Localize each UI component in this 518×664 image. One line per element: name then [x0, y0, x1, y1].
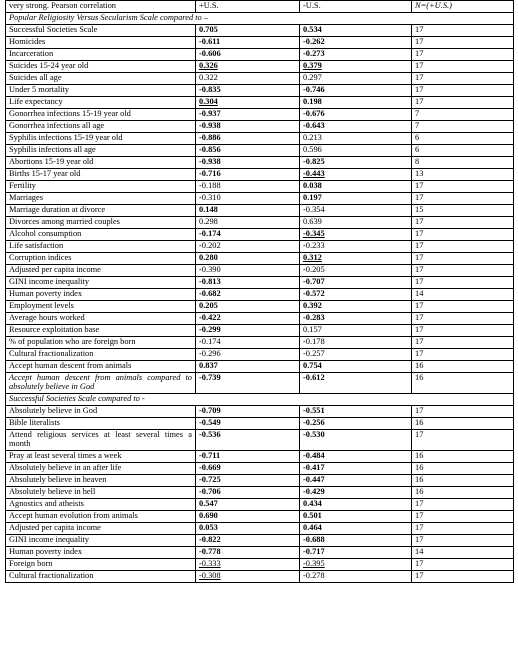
- us-minus-value: 0.534: [300, 25, 412, 37]
- us-minus-value: -0.530: [300, 430, 412, 451]
- us-plus-value: -0.709: [196, 406, 300, 418]
- n-value: 17: [412, 61, 514, 73]
- n-value: 14: [412, 289, 514, 301]
- n-value: 7: [412, 121, 514, 133]
- us-minus-value: 0.501: [300, 511, 412, 523]
- section-header-row: [6, 394, 514, 406]
- table-row: [6, 475, 514, 487]
- table-row: [6, 193, 514, 205]
- section-header-row: [6, 13, 514, 25]
- us-plus-value: -0.174: [196, 229, 300, 241]
- table-row: [6, 277, 514, 289]
- n-value: 17: [412, 406, 514, 418]
- row-label: Human poverty index: [6, 547, 196, 559]
- row-label: Cultural fractionalization: [6, 349, 196, 361]
- n-value: 17: [412, 571, 514, 583]
- table-row: [6, 451, 514, 463]
- header-n: N=(+U.S.): [412, 1, 514, 13]
- us-plus-value: -0.174: [196, 337, 300, 349]
- us-plus-value: 0.705: [196, 25, 300, 37]
- us-plus-value: -0.886: [196, 133, 300, 145]
- row-label: Pray at least several times a week: [6, 451, 196, 463]
- n-value: 13: [412, 169, 514, 181]
- n-value: 17: [412, 181, 514, 193]
- table-row: [6, 301, 514, 313]
- us-plus-value: 0.205: [196, 301, 300, 313]
- row-label: Births 15-17 year old: [6, 169, 196, 181]
- us-plus-value: 0.690: [196, 511, 300, 523]
- n-value: 17: [412, 49, 514, 61]
- us-plus-value: 0.148: [196, 205, 300, 217]
- row-label: Human poverty index: [6, 289, 196, 301]
- n-value: 16: [412, 373, 514, 394]
- row-label: Successful Societies Scale: [6, 25, 196, 37]
- us-minus-value: -0.612: [300, 373, 412, 394]
- header-row: [6, 1, 514, 13]
- row-label: Adjusted per capita income: [6, 523, 196, 535]
- us-minus-value: 0.157: [300, 325, 412, 337]
- n-value: 17: [412, 193, 514, 205]
- us-plus-value: -0.606: [196, 49, 300, 61]
- row-label: Absolutely believe in heaven: [6, 475, 196, 487]
- n-value: 17: [412, 229, 514, 241]
- row-label: Syphilis infections 15-19 year old: [6, 133, 196, 145]
- row-label: Accept human descent from animals compared to absolutely believe in God: [6, 373, 196, 394]
- row-label: Corruption indices: [6, 253, 196, 265]
- row-label: Incarceration: [6, 49, 196, 61]
- row-label: Cultural fractionalization: [6, 571, 196, 583]
- n-value: 16: [412, 463, 514, 475]
- us-plus-value: -0.390: [196, 265, 300, 277]
- us-plus-value: -0.682: [196, 289, 300, 301]
- us-minus-value: 0.197: [300, 193, 412, 205]
- n-value: 17: [412, 523, 514, 535]
- correlation-table: [5, 0, 514, 583]
- us-plus-value: -0.422: [196, 313, 300, 325]
- table-row: [6, 181, 514, 193]
- n-value: 17: [412, 325, 514, 337]
- table-row: [6, 535, 514, 547]
- us-minus-value: -0.417: [300, 463, 412, 475]
- us-minus-value: -0.746: [300, 85, 412, 97]
- us-minus-value: -0.345: [300, 229, 412, 241]
- row-label: Syphilis infections all age: [6, 145, 196, 157]
- us-minus-value: -0.283: [300, 313, 412, 325]
- us-minus-value: 0.379: [300, 61, 412, 73]
- us-plus-value: -0.308: [196, 571, 300, 583]
- us-plus-value: -0.706: [196, 487, 300, 499]
- n-value: 17: [412, 349, 514, 361]
- us-minus-value: -0.707: [300, 277, 412, 289]
- us-minus-value: -0.643: [300, 121, 412, 133]
- us-minus-value: 0.464: [300, 523, 412, 535]
- us-minus-value: -0.354: [300, 205, 412, 217]
- table-row: [6, 133, 514, 145]
- header-us-minus: -U.S.: [300, 1, 412, 13]
- row-label: Adjusted per capita income: [6, 265, 196, 277]
- table-row: [6, 25, 514, 37]
- us-minus-value: -0.429: [300, 487, 412, 499]
- us-plus-value: 0.304: [196, 97, 300, 109]
- us-minus-value: -0.178: [300, 337, 412, 349]
- us-plus-value: -0.299: [196, 325, 300, 337]
- us-plus-value: -0.188: [196, 181, 300, 193]
- n-value: 8: [412, 157, 514, 169]
- us-minus-value: -0.257: [300, 349, 412, 361]
- header-note: very strong. Pearson correlation: [6, 1, 196, 13]
- table-row: [6, 571, 514, 583]
- n-value: 6: [412, 133, 514, 145]
- us-plus-value: -0.739: [196, 373, 300, 394]
- row-label: Homicides: [6, 37, 196, 49]
- header-us-plus: +U.S.: [196, 1, 300, 13]
- row-label: Accept human descent from animals: [6, 361, 196, 373]
- row-label: Life satisfaction: [6, 241, 196, 253]
- n-value: 17: [412, 25, 514, 37]
- n-value: 17: [412, 559, 514, 571]
- us-plus-value: -0.938: [196, 121, 300, 133]
- us-plus-value: -0.611: [196, 37, 300, 49]
- table-row: [6, 373, 514, 394]
- section-title: Successful Societies Scale compared to -: [6, 394, 514, 406]
- table-row: [6, 49, 514, 61]
- us-minus-value: 0.297: [300, 73, 412, 85]
- n-value: 17: [412, 511, 514, 523]
- row-label: Employment levels: [6, 301, 196, 313]
- n-value: 17: [412, 430, 514, 451]
- row-label: Average hours worked: [6, 313, 196, 325]
- us-plus-value: -0.536: [196, 430, 300, 451]
- us-plus-value: 0.280: [196, 253, 300, 265]
- us-plus-value: 0.837: [196, 361, 300, 373]
- us-plus-value: -0.856: [196, 145, 300, 157]
- row-label: Marriages: [6, 193, 196, 205]
- row-label: Fertility: [6, 181, 196, 193]
- us-plus-value: -0.296: [196, 349, 300, 361]
- us-plus-value: -0.716: [196, 169, 300, 181]
- table-row: [6, 145, 514, 157]
- table-row: [6, 406, 514, 418]
- n-value: 16: [412, 487, 514, 499]
- table-row: [6, 313, 514, 325]
- us-plus-value: -0.310: [196, 193, 300, 205]
- us-plus-value: -0.711: [196, 451, 300, 463]
- row-label: GINI income inequality: [6, 535, 196, 547]
- us-minus-value: -0.278: [300, 571, 412, 583]
- row-label: Bible literalists: [6, 418, 196, 430]
- us-plus-value: -0.835: [196, 85, 300, 97]
- row-label: Gonorrhea infections all age: [6, 121, 196, 133]
- us-plus-value: 0.322: [196, 73, 300, 85]
- table-row: [6, 253, 514, 265]
- table-row: [6, 418, 514, 430]
- table-row: [6, 265, 514, 277]
- us-plus-value: 0.298: [196, 217, 300, 229]
- row-label: Divorces among married couples: [6, 217, 196, 229]
- row-label: Alcohol consumption: [6, 229, 196, 241]
- us-minus-value: 0.392: [300, 301, 412, 313]
- us-minus-value: -0.233: [300, 241, 412, 253]
- table-row: [6, 430, 514, 451]
- n-value: 16: [412, 475, 514, 487]
- n-value: 17: [412, 277, 514, 289]
- section-title: Popular Religiosity Versus Secularism Scale compared to –: [6, 13, 514, 25]
- us-minus-value: 0.198: [300, 97, 412, 109]
- n-value: 17: [412, 499, 514, 511]
- table-row: [6, 289, 514, 301]
- row-label: Agnostics and atheists: [6, 499, 196, 511]
- us-minus-value: -0.205: [300, 265, 412, 277]
- us-plus-value: 0.547: [196, 499, 300, 511]
- table-row: [6, 157, 514, 169]
- row-label: Absolutely believe in God: [6, 406, 196, 418]
- us-plus-value: -0.813: [196, 277, 300, 289]
- row-label: Absolutely believe in an after life: [6, 463, 196, 475]
- n-value: 17: [412, 217, 514, 229]
- us-plus-value: 0.326: [196, 61, 300, 73]
- table-row: [6, 85, 514, 97]
- us-minus-value: 0.639: [300, 217, 412, 229]
- table-row: [6, 511, 514, 523]
- us-plus-value: -0.669: [196, 463, 300, 475]
- us-minus-value: -0.273: [300, 49, 412, 61]
- table-row: [6, 109, 514, 121]
- n-value: 16: [412, 451, 514, 463]
- us-plus-value: -0.333: [196, 559, 300, 571]
- table-row: [6, 37, 514, 49]
- table-row: [6, 241, 514, 253]
- row-label: Suicides all age: [6, 73, 196, 85]
- table-row: [6, 73, 514, 85]
- us-plus-value: -0.725: [196, 475, 300, 487]
- row-label: Resource exploitation base: [6, 325, 196, 337]
- us-minus-value: 0.312: [300, 253, 412, 265]
- row-label: Foreign born: [6, 559, 196, 571]
- table-row: [6, 499, 514, 511]
- us-minus-value: 0.213: [300, 133, 412, 145]
- table-row: [6, 361, 514, 373]
- n-value: 17: [412, 85, 514, 97]
- table-row: [6, 487, 514, 499]
- us-minus-value: 0.754: [300, 361, 412, 373]
- table-row: [6, 61, 514, 73]
- us-minus-value: -0.447: [300, 475, 412, 487]
- us-minus-value: -0.484: [300, 451, 412, 463]
- table-row: [6, 229, 514, 241]
- n-value: 17: [412, 37, 514, 49]
- n-value: 17: [412, 337, 514, 349]
- us-minus-value: -0.676: [300, 109, 412, 121]
- n-value: 16: [412, 418, 514, 430]
- table-row: [6, 337, 514, 349]
- correlation-table-body: [6, 1, 514, 583]
- table-row: [6, 205, 514, 217]
- table-row: [6, 169, 514, 181]
- row-label: Gonorrhea infections 15-19 year old: [6, 109, 196, 121]
- n-value: 17: [412, 97, 514, 109]
- n-value: 15: [412, 205, 514, 217]
- us-plus-value: -0.549: [196, 418, 300, 430]
- n-value: 6: [412, 145, 514, 157]
- row-label: Absolutely believe in hell: [6, 487, 196, 499]
- table-row: [6, 217, 514, 229]
- table-row: [6, 349, 514, 361]
- n-value: 17: [412, 301, 514, 313]
- us-plus-value: 0.053: [196, 523, 300, 535]
- row-label: % of population who are foreign born: [6, 337, 196, 349]
- us-plus-value: -0.937: [196, 109, 300, 121]
- n-value: 17: [412, 265, 514, 277]
- us-minus-value: -0.717: [300, 547, 412, 559]
- n-value: 16: [412, 361, 514, 373]
- us-minus-value: -0.551: [300, 406, 412, 418]
- n-value: 17: [412, 313, 514, 325]
- row-label: Suicides 15-24 year old: [6, 61, 196, 73]
- row-label: Attend religious services at least several times a month: [6, 430, 196, 451]
- us-minus-value: 0.434: [300, 499, 412, 511]
- us-minus-value: -0.256: [300, 418, 412, 430]
- us-minus-value: -0.262: [300, 37, 412, 49]
- us-minus-value: -0.572: [300, 289, 412, 301]
- us-plus-value: -0.778: [196, 547, 300, 559]
- row-label: Abortions 15-19 year old: [6, 157, 196, 169]
- row-label: Accept human evolution from animals: [6, 511, 196, 523]
- us-minus-value: 0.038: [300, 181, 412, 193]
- n-value: 7: [412, 109, 514, 121]
- us-minus-value: -0.395: [300, 559, 412, 571]
- us-plus-value: -0.938: [196, 157, 300, 169]
- row-label: Under 5 mortality: [6, 85, 196, 97]
- n-value: 14: [412, 547, 514, 559]
- table-row: [6, 559, 514, 571]
- n-value: 17: [412, 535, 514, 547]
- us-plus-value: -0.202: [196, 241, 300, 253]
- n-value: 17: [412, 253, 514, 265]
- us-minus-value: -0.443: [300, 169, 412, 181]
- n-value: 17: [412, 73, 514, 85]
- us-minus-value: -0.688: [300, 535, 412, 547]
- table-row: [6, 547, 514, 559]
- table-row: [6, 523, 514, 535]
- us-minus-value: 0.596: [300, 145, 412, 157]
- row-label: Life expectancy: [6, 97, 196, 109]
- table-row: [6, 121, 514, 133]
- us-plus-value: -0.822: [196, 535, 300, 547]
- row-label: GINI income inequality: [6, 277, 196, 289]
- us-minus-value: -0.825: [300, 157, 412, 169]
- table-row: [6, 463, 514, 475]
- table-row: [6, 97, 514, 109]
- row-label: Marriage duration at divorce: [6, 205, 196, 217]
- n-value: 17: [412, 241, 514, 253]
- table-row: [6, 325, 514, 337]
